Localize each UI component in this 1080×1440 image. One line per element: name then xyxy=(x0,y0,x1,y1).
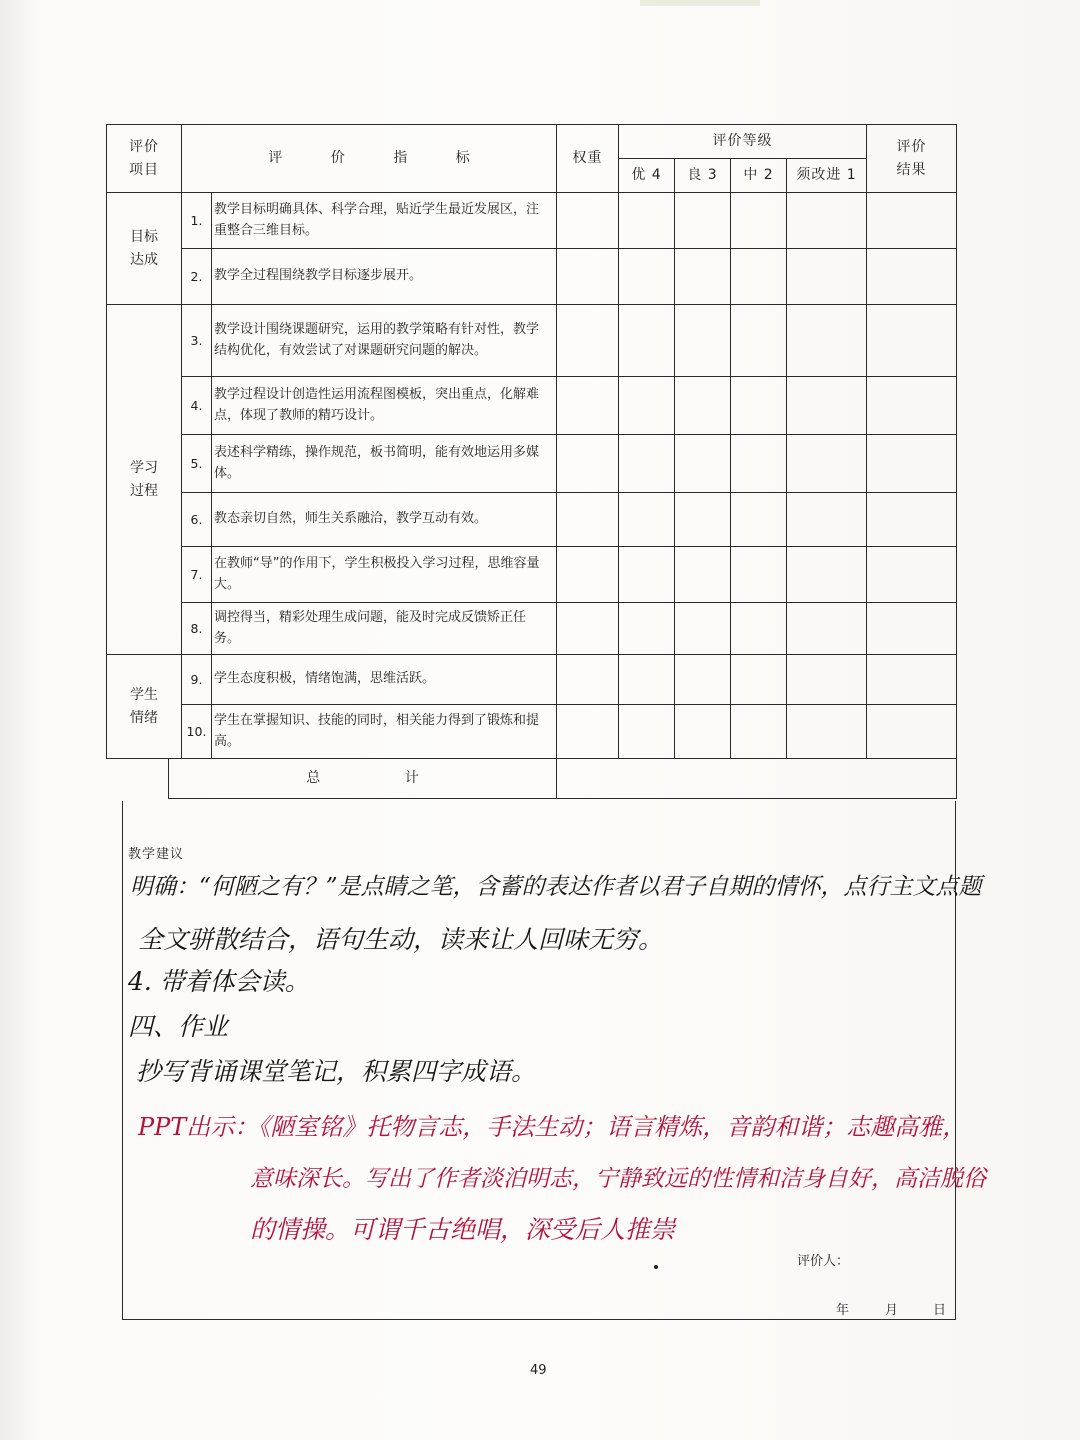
grade-cell[interactable] xyxy=(619,655,675,705)
grade-cell[interactable] xyxy=(787,193,867,249)
grade-cell[interactable] xyxy=(787,249,867,305)
result-cell[interactable] xyxy=(867,603,957,655)
category-process: 学习 过程 xyxy=(107,305,182,655)
grade-cell[interactable] xyxy=(619,705,675,759)
grade-cell[interactable] xyxy=(675,249,731,305)
weight-cell[interactable] xyxy=(557,603,619,655)
weight-cell[interactable] xyxy=(557,493,619,547)
category-emotion: 学生 情绪 xyxy=(107,655,182,759)
result-cell[interactable] xyxy=(867,435,957,493)
handwritten-line: 全文骈散结合，语句生动，读来让人回味无穷。 xyxy=(138,925,664,954)
table-row xyxy=(107,655,957,705)
header-indicator: 评 价 指 标 xyxy=(182,125,557,193)
grade-cell[interactable] xyxy=(787,705,867,759)
table-row xyxy=(107,603,957,655)
table-row xyxy=(107,493,957,547)
grade-cell[interactable] xyxy=(787,547,867,603)
result-cell[interactable] xyxy=(867,655,957,705)
grade-cell[interactable] xyxy=(619,249,675,305)
handwritten-red-line: 意味深长。写出了作者淡泊明志，宁静致远的性情和洁身自好，高洁脱俗 xyxy=(250,1166,986,1192)
result-cell[interactable] xyxy=(867,493,957,547)
result-cell[interactable] xyxy=(867,705,957,759)
row-criterion: 调控得当，精彩处理生成问题，能及时完成反馈矫正任务。 xyxy=(212,603,557,655)
row-index: 9. xyxy=(182,655,212,705)
table-row xyxy=(107,305,957,377)
row-criterion: 教态亲切自然，师生关系融洽，教学互动有效。 xyxy=(212,493,557,547)
handwritten-red-line: 的情操。可谓千古绝唱，深受后人推崇 xyxy=(250,1215,676,1244)
scan-artifact xyxy=(640,0,760,6)
table-row xyxy=(107,193,957,249)
grade-cell[interactable] xyxy=(675,705,731,759)
row-index: 1. xyxy=(182,193,212,249)
row-criterion: 教学过程设计创造性运用流程图模板，突出重点，化解难点，体现了教师的精巧设计。 xyxy=(212,377,557,435)
grade-cell[interactable] xyxy=(731,435,787,493)
grade-cell[interactable] xyxy=(731,655,787,705)
result-cell[interactable] xyxy=(867,305,957,377)
weight-cell[interactable] xyxy=(557,377,619,435)
grade-cell[interactable] xyxy=(619,305,675,377)
row-index: 5. xyxy=(182,435,212,493)
handwritten-line: 抄写背诵课堂笔记，积累四字成语。 xyxy=(136,1057,537,1086)
row-criterion: 教学全过程围绕教学目标逐步展开。 xyxy=(212,249,557,305)
grade-cell[interactable] xyxy=(675,655,731,705)
grade-good: 良 3 xyxy=(675,159,731,193)
result-cell[interactable] xyxy=(867,547,957,603)
grade-cell[interactable] xyxy=(619,493,675,547)
evaluation-table xyxy=(106,124,957,799)
grade-cell[interactable] xyxy=(731,193,787,249)
table-row xyxy=(107,249,957,305)
grade-cell[interactable] xyxy=(675,435,731,493)
evaluator-label: 评价人： xyxy=(797,1254,850,1269)
table-row xyxy=(107,547,957,603)
grade-cell[interactable] xyxy=(787,377,867,435)
grade-cell[interactable] xyxy=(731,493,787,547)
total-row xyxy=(107,759,957,799)
weight-cell[interactable] xyxy=(557,193,619,249)
weight-cell[interactable] xyxy=(557,547,619,603)
grade-needs-improvement: 须改进 1 xyxy=(787,159,867,193)
grade-cell[interactable] xyxy=(675,603,731,655)
row-criterion: 学生态度积极，情绪饱满，思维活跃。 xyxy=(212,655,557,705)
grade-cell[interactable] xyxy=(787,493,867,547)
weight-cell[interactable] xyxy=(557,249,619,305)
weight-cell[interactable] xyxy=(557,435,619,493)
row-criterion: 在教师“导”的作用下，学生积极投入学习过程，思维容量大。 xyxy=(212,547,557,603)
handwritten-line: 明确：“何陋之有？”是点睛之笔，含蓄的表达作者以君子自期的情怀，点行主文点题 xyxy=(130,874,982,900)
total-value-cell[interactable] xyxy=(557,759,957,799)
grade-cell[interactable] xyxy=(619,193,675,249)
handwritten-line: 四、作业 xyxy=(128,1012,229,1041)
grade-cell[interactable] xyxy=(675,493,731,547)
grade-cell[interactable] xyxy=(675,377,731,435)
weight-cell[interactable] xyxy=(557,305,619,377)
grade-cell[interactable] xyxy=(731,603,787,655)
header-project: 评价 项目 xyxy=(107,125,182,193)
row-index: 4. xyxy=(182,377,212,435)
grade-cell[interactable] xyxy=(675,305,731,377)
page-number: 49 xyxy=(530,1363,547,1378)
row-index: 7. xyxy=(182,547,212,603)
row-index: 3. xyxy=(182,305,212,377)
grade-cell[interactable] xyxy=(619,603,675,655)
grade-cell[interactable] xyxy=(619,547,675,603)
grade-cell[interactable] xyxy=(731,249,787,305)
header-weight: 权重 xyxy=(557,125,619,193)
result-cell[interactable] xyxy=(867,249,957,305)
grade-excellent: 优 4 xyxy=(619,159,675,193)
row-criterion: 表述科学精练，操作规范，板书简明，能有效地运用多媒体。 xyxy=(212,435,557,493)
grade-cell[interactable] xyxy=(675,547,731,603)
grade-cell[interactable] xyxy=(619,435,675,493)
ink-dot xyxy=(654,1265,658,1269)
result-cell[interactable] xyxy=(867,193,957,249)
grade-cell[interactable] xyxy=(731,705,787,759)
header-grade: 评价等级 xyxy=(619,125,867,159)
total-label: 总 计 xyxy=(169,759,557,799)
row-criterion: 教学设计围绕课题研究，运用的教学策略有针对性，教学结构优化，有效尝试了对课题研究问题的解决。 xyxy=(212,305,557,377)
advice-title: 教学建议 xyxy=(128,847,185,862)
row-criterion: 教学目标明确具体、科学合理，贴近学生最近发展区，注重整合三维目标。 xyxy=(212,193,557,249)
weight-cell[interactable] xyxy=(557,705,619,759)
grade-cell[interactable] xyxy=(731,305,787,377)
grade-cell[interactable] xyxy=(619,377,675,435)
grade-cell[interactable] xyxy=(787,305,867,377)
row-index: 6. xyxy=(182,493,212,547)
grade-cell[interactable] xyxy=(787,655,867,705)
row-index: 2. xyxy=(182,249,212,305)
grade-medium: 中 2 xyxy=(731,159,787,193)
header-result: 评价 结果 xyxy=(867,125,957,193)
table-row xyxy=(107,435,957,493)
table-row xyxy=(107,377,957,435)
result-cell[interactable] xyxy=(867,377,957,435)
date-month-label: 月 xyxy=(885,1303,899,1318)
handwritten-line: 4. 带着体会读。 xyxy=(128,967,310,996)
date-day-label: 日 xyxy=(933,1303,947,1318)
row-index: 10. xyxy=(182,705,212,759)
grade-cell[interactable] xyxy=(675,193,731,249)
row-criterion: 学生在掌握知识、技能的同时，相关能力得到了锻炼和提高。 xyxy=(212,705,557,759)
row-index: 8. xyxy=(182,603,212,655)
grade-cell[interactable] xyxy=(731,377,787,435)
grade-cell[interactable] xyxy=(787,435,867,493)
table-row xyxy=(107,705,957,759)
grade-cell[interactable] xyxy=(787,603,867,655)
date-year-label: 年 xyxy=(836,1303,850,1318)
handwritten-red-line: PPT出示：《陋室铭》托物言志，手法生动；语言精炼，音韵和谐；志趣高雅， xyxy=(138,1113,967,1141)
category-goal: 目标 达成 xyxy=(107,193,182,305)
weight-cell[interactable] xyxy=(557,655,619,705)
grade-cell[interactable] xyxy=(731,547,787,603)
